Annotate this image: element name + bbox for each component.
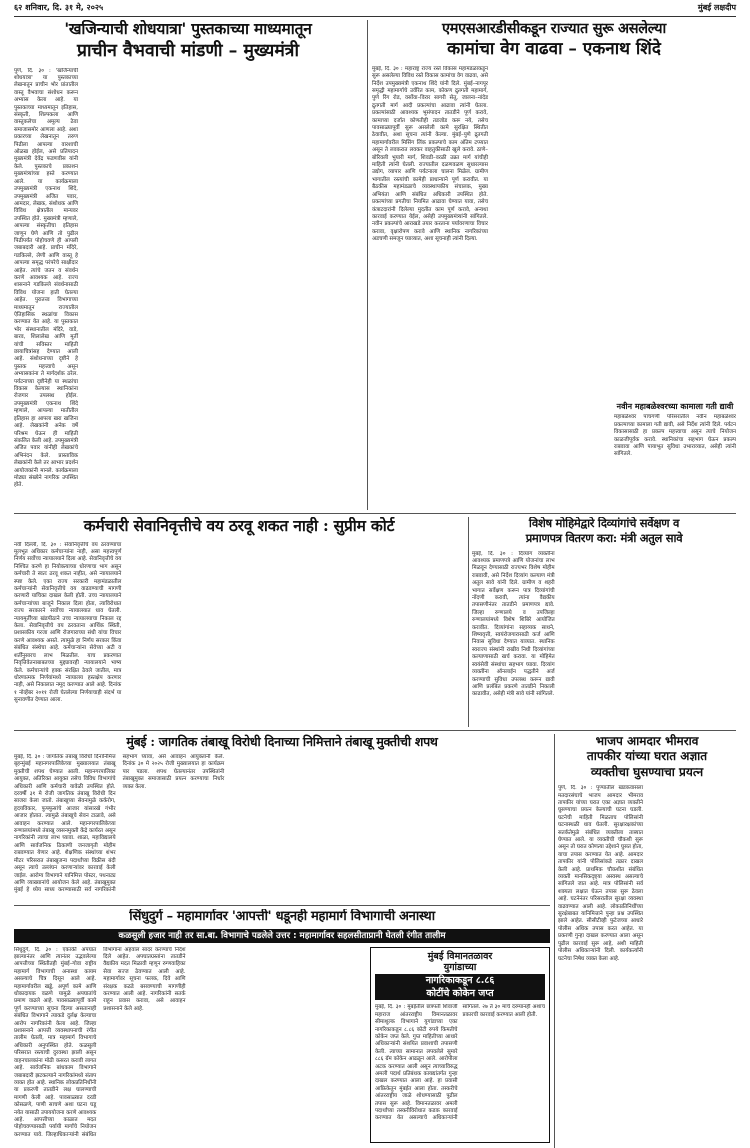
article-body: मुंबई, दि. ३० : दिव्यांग व्यक्तींना आवश्यक प्रमाणपत्रे आणि योजनांचा लाभ मिळवून देण्यासाठी राज्यभर विशेष मोहीम राबवावी, असे निर्देश दिव्यांग कल्याण मंत्री अतुल सावे यांनी दिले. ग्रामीण व शहरी भागात सर्वेक्षण करून पात्र दिव्यांगांची नोंदणी करावी, त्यांना वैद्यकीय तपासणीनंतर तातडीने प्रमाणपत्र द्यावे. जिल्हा रुग्णालये व उपजिल्हा रुग्णालयांमध्ये विशेष शिबिरे आयोजित करावीत. दिव्यांगांना सहाय्यक साधने, शिष्यवृत्ती, स्वयंरोजगारासाठी कर्ज आणि निवास सुविधा देण्यात याव्यात. स्थानिक स्वराज्य संस्थांनी राखीव निधी दिव्यांगांच्या कल्याणासाठी खर्च करावा. या मोहिमेत स्वयंसेवी संस्थांचा सहभाग घ्यावा. दिव्यांग व्यक्तींना ऑनलाईन पद्धतीने अर्ज करण्याची सुविधा उपलब्ध करून द्यावी आणि प्रलंबित प्रकरणे तातडीने निकाली काढावीत, असेही मंत्री सावे यांनी सांगितले. <box>472 550 555 698</box>
story-msrdc <box>372 20 736 510</box>
headline: कामांचा वेग वाढवा – एकनाथ शिंदे <box>447 39 661 60</box>
column-rule <box>554 734 555 1148</box>
headline: मुंबई विमानतळावर <box>427 950 493 962</box>
section-rule <box>14 513 736 514</box>
headline: भाजप आमदार भीमराव <box>595 734 699 748</box>
masthead <box>14 0 736 17</box>
section-rule <box>14 905 550 906</box>
story-tobacco <box>14 734 550 902</box>
sub-section <box>372 402 736 510</box>
sub-article-body: महाबळेश्वर पाचगणी परिसरातील नवीन महाबळेश्वर प्रकल्पाच्या कामाला गती द्यावी, असे निर्देश त्यांनी दिले. पर्यटन विकासासाठी हा प्रकल्प महत्त्वाचा असून त्याचे नियोजन काळजीपूर्वक करावे. स्थानिकांचा सहभाग घेऊन प्रकल्प राबवावा आणि पायाभूत सुविधा उभाराव्यात, असेही त्यांनी सांगितले. <box>614 414 736 458</box>
article-body: नवी दिल्ली, दि. ३० : सेवानिवृत्तीचे वय ठरवण्याचा मूलभूत अधिकार कर्मचाऱ्यांना नाही, असा महत्त्वपूर्ण निर्णय सर्वोच्च न्यायालयाने दिला आहे. सेवानिवृत्तीचे वय निश्चित करणे हा नियोक्त्याच्या धोरणाचा भाग असून कर्मचारी ते स्वतः ठरवू शकत नाहीत, असे न्यायालयाने स्पष्ट केले. एका राज्य सरकारी महामंडळातील कर्मचाऱ्यांनी सेवानिवृत्तीचे वय वाढवण्याची मागणी करणारी याचिका दाखल केली होती. उच्च न्यायालयाने कर्मचाऱ्यांच्या बाजूने निकाल दिला होता, त्याविरोधात राज्य सरकारने सर्वोच्च न्यायालयात धाव घेतली. न्यायमूर्तींच्या खंडपीठाने उच्च न्यायालयाचा निकाल रद्द केला. सेवानिवृत्तीचे वय ठरवताना आर्थिक स्थिती, प्रशासकीय गरजा आणि रोजगाराच्या संधी यांचा विचार करणे आवश्यक असते. त्यामुळे हा निर्णय सरकार किंवा संबंधित संस्थेचा आहे. कर्मचाऱ्यांना सेवेच्या अटी व शर्तींनुसारच लाभ मिळतील. याच प्रकरणात निवृत्तिवेतनाबाबतच्या मुद्द्यावरही न्यायालयाने भाष्य केले. कर्मचाऱ्यांचे हक्क संरक्षित ठेवले जातील, मात्र धोरणात्मक निर्णयांमध्ये न्यायालय हस्तक्षेप करणार नाही, असे निकालात नमूद करण्यात आले आहे. दिनांक १ नोव्हेंबर २०११ रोजी घेतलेल्या निर्णयाचाही संदर्भ या सुनावणीत देण्यात आला. <box>14 541 122 704</box>
headline: युगांडाच्या <box>443 961 477 973</box>
article-body: मुंबई, दि. ३० : महाराष्ट्र राज्य रस्ते विकास महामंडळाकडून सुरू असलेल्या विविध रस्ते विकास कामांचा वेग वाढवा, असे निर्देश उपमुख्यमंत्री एकनाथ शिंदे यांनी दिले. मुंबई–नागपूर समृद्धी महामार्गाचे उर्वरित काम, कोकण द्रुतगती महामार्ग, पुणे रिंग रोड, वर्सोवा–विरार सागरी सेतू, जालना–नांदेड द्रुतगती मार्ग आदी प्रकल्पांचा आढावा त्यांनी घेतला. प्रकल्पांसाठी आवश्यक भूसंपादन तातडीने पूर्ण करावे, कामाच्या दर्जात कोणतीही तडजोड करू नये, तसेच पावसाळ्यापूर्वी सुरू असलेली कामे सुरक्षित स्थितीत ठेवावीत, अशा सूचना त्यांनी केल्या. मुंबई–पुणे द्रुतगती महामार्गावरील मिसिंग लिंक प्रकल्पाचे काम अंतिम टप्प्यात असून ते लवकरात लवकर वाहतुकीसाठी खुले करावे. ठाणे–बोरिवली भुयारी मार्ग, शिवडी–वरळी उन्नत मार्ग यांचीही माहिती त्यांनी घेतली. राज्यातील दळणवळण सुधारल्यास उद्योग, व्यापार आणि पर्यटनाला चालना मिळेल. ग्रामीण भागातील रस्त्यांची कामेही प्राधान्याने पूर्ण करावीत. या बैठकीस महामंडळाचे व्यवस्थापकीय संचालक, मुख्य अभियंता आणि संबंधित अधिकारी उपस्थित होते. प्रकल्पांच्या प्रगतीचा नियमित आढावा घेण्यात यावा, तसेच कंत्राटदारांनी दिलेल्या मुदतीत काम पूर्ण करावे, अन्यथा कारवाई करण्यात येईल, असेही उपमुख्यमंत्र्यांनी सांगितले. नवीन प्रकल्पांचे आराखडे तयार करताना पर्यावरणाचा विचार करावा, वृक्षारोपण करावे आणि स्थानिक नागरिकांच्या अडचणी समजून घ्याव्यात, अशा सूचनाही त्यांनी दिल्या. <box>372 65 488 243</box>
section-rule <box>14 730 736 731</box>
headline: प्रमाणपत्र वितरण करा: मंत्री अतुल सावे <box>525 530 683 545</box>
story-bjp <box>558 734 736 1144</box>
story-disabled <box>472 517 736 727</box>
story-court <box>14 517 464 727</box>
story-khajina <box>14 20 362 510</box>
article-body: पुणे, दि. ३० : पुण्यातील खडकवासला मतदारसंघाचे भाजप आमदार भीमराव तापकीर यांच्या घरात एका अज्ञात व्यक्तीने घुसण्याचा प्रयत्न केल्याची घटना घडली. घटनेची माहिती मिळताच पोलिसांनी घटनास्थळी धाव घेतली. सुरक्षारक्षकांच्या सतर्कतेमुळे संबंधित व्यक्तीला ताब्यात घेण्यात आले. या व्यक्तीची चौकशी सुरू असून तो घरात कोणत्या उद्देशाने घुसत होता, याचा तपास करण्यात येत आहे. आमदार तापकीर यांनी पोलिसांकडे तक्रार दाखल केली आहे. प्राथमिक चौकशीत संबंधित व्यक्ती मानसिकदृष्ट्या अस्वस्थ असल्याचे सांगितले जात आहे. मात्र पोलिसांनी सर्व शक्यता लक्षात घेऊन तपास सुरू ठेवला आहे. घटनेनंतर परिसरातील सुरक्षा व्यवस्था वाढवण्यात आली आहे. लोकप्रतिनिधींच्या सुरक्षेबाबत यानिमित्ताने पुन्हा प्रश्न उपस्थित झाले आहेत. सीसीटीव्ही फुटेजच्या आधारे पोलीस अधिक तपास करत आहेत. या प्रकरणी गुन्हा दाखल करण्यात आला असून पुढील कारवाई सुरू आहे, अशी माहिती पोलीस अधिकाऱ्यांनी दिली. कार्यकर्त्यांनी घटनेचा निषेध व्यक्त केला आहे. <box>558 785 643 962</box>
headline: कर्मचारी सेवानिवृत्तीचे वय ठरवू शकत नाही : सुप्रीम कोर्ट <box>83 517 395 535</box>
headline: प्राचीन वैभवाची मांडणी – मुख्यमंत्री <box>77 40 299 61</box>
headline: विशेष मोहिमेद्वारे दिव्यांगांचे सर्वेक्षण व <box>528 517 680 530</box>
article-body: पुणे, दि. ३० : 'खजिन्याची शोधयात्रा' या पुस्तकाच्या लेखनातून प्राचीन भोर प्रांतातील वास्तू वैभवाचा संशोधन करून अभ्यास केला आहे. या पुस्तकाच्या माध्यमातून इतिहास, संस्कृती, शिल्पकला आणि वास्तुकलेचा अमूल्य ठेवा समाजासमोर आणला आहे. अशा प्रकारच्या लेखनातून तरुण पिढीला आपल्या वारशाची ओळख होईल, असे प्रतिपादन मुख्यमंत्री देवेंद्र फडणवीस यांनी केले. पुस्तकाचे प्रकाशन मुख्यमंत्र्यांच्या हस्ते करण्यात आले. या कार्यक्रमाला उपमुख्यमंत्री एकनाथ शिंदे, उपमुख्यमंत्री अजित पवार, आमदार, लेखक, संशोधक आणि विविध क्षेत्रातील मान्यवर उपस्थित होते. मुख्यमंत्री म्हणाले, आपल्या संस्कृतीचा इतिहास जाणून घेणे आणि तो पुढील पिढीपर्यंत पोहोचवणे ही आपली जबाबदारी आहे. प्राचीन मंदिरे, गडकिल्ले, लेणी आणि वास्तू हे आपल्या समृद्ध परंपरेचे साक्षीदार आहेत. त्यांचे जतन व संवर्धन करणे आवश्यक आहे. राज्य शासनाने गडकिल्ले संवर्धनासाठी विविध योजना हाती घेतल्या आहेत. पुरातत्त्व विभागाच्या माध्यमातून राज्यातील ऐतिहासिक स्थळांचा विकास करण्यात येत आहे. या पुस्तकात भोर संस्थानातील मंदिरे, वाडे, बारव, शिलालेख आणि मूर्ती यांची सविस्तर माहिती छायाचित्रांसह देण्यात आली आहे. संशोधनाच्या दृष्टीने हे पुस्तक महत्त्वाचे असून अभ्यासकांना ते मार्गदर्शक ठरेल. पर्यटनाच्या दृष्टीनेही या स्थळांचा विकास केल्यास स्थानिकांना रोजगार उपलब्ध होईल. उपमुख्यमंत्री एकनाथ शिंदे म्हणाले, आपल्या मातीतील इतिहास हा आपला खरा खजिना आहे. लेखकांनी अनेक वर्षे परिश्रम घेऊन ही माहिती संकलित केली आहे. उपमुख्यमंत्री अजित पवार यांनीही लेखकांचे अभिनंदन केले. प्रास्ताविक लेखकांनी केले तर आभार प्रदर्शन आयोजकांनी मानले. कार्यक्रमाला मोठ्या संख्येने नागरिक उपस्थित होते. <box>14 67 78 489</box>
article-body: मुंबई, दि. ३० : मुंबईतील छत्रपती शिवाजी महाराज आंतरराष्ट्रीय विमानतळावर सीमाशुल्क विभागाने युगांडाच्या एका नागरिकाकडून ८.८६ कोटी रुपये किमतीचे कोकेन जप्त केले. गुप्त माहितीच्या आधारे अधिकाऱ्यांनी संशयित प्रवाशाची तपासणी केली. त्याच्या सामानात लपवलेले सुमारे ८८६ ग्रॅम कोकेन आढळून आले. आरोपीला अटक करण्यात आली असून त्याच्याविरुद्ध अमली पदार्थ प्रतिबंधक कायद्यांतर्गत गुन्हा दाखल करण्यात आला आहे. हा प्रवासी आफ्रिकेतून मुंबईत आला होता. तस्करीचे आंतरराष्ट्रीय जाळे शोधण्यासाठी पुढील तपास सुरू आहे. विमानतळावर अमली पदार्थांच्या तस्करीविरोधात कडक कारवाई करण्यात येत असल्याचे अधिकाऱ्यांनी सांगितले. २७ ते ३० मार्च दरम्यानही अशाच प्रकारची कारवाई करण्यात आली होती. <box>375 1004 545 1122</box>
article-body: मुंबई, दि. ३० : जागतिक तंबाखू विरोधी दिनानिमित्त बृहन्मुंबई महानगरपालिकेच्या मुख्यालयात तंबाखू मुक्तीची शपथ घेण्यात आली. महानगरपालिका आयुक्त, अतिरिक्त आयुक्त तसेच विविध विभागांचे अधिकारी आणि कर्मचारी यावेळी उपस्थित होते. दरवर्षी ३१ मे रोजी जागतिक तंबाखू विरोधी दिन साजरा केला जातो. तंबाखूच्या सेवनामुळे कर्करोग, हृदयविकार, फुफ्फुसांचे आजार यांसारखे गंभीर आजार होतात. त्यामुळे तंबाखूचे सेवन टाळावे, असे आवाहन करण्यात आले. महानगरपालिकेच्या रुग्णालयांमध्ये तंबाखू व्यसनमुक्ती केंद्रे कार्यरत असून नागरिकांनी त्याचा लाभ घ्यावा. शाळा, महाविद्यालये आणि सार्वजनिक ठिकाणी जनजागृती मोहीम राबवण्यात येणार आहे. शैक्षणिक संस्थांच्या शंभर मीटर परिसरात तंबाखूजन्य पदार्थांच्या विक्रीस बंदी असून त्याचे उल्लंघन करणाऱ्यांवर कारवाई केली जाईल. आरोग्य विभागाने यानिमित्त पोस्टर, पथनाट्य आणि व्याख्यानांचे आयोजन केले आहे. तंबाखूमुक्त मुंबई हे ध्येय साध्य करण्यासाठी सर्व नागरिकांनी सहभाग घ्यावा, असे आवाहन आयुक्तांनी केले. दिनांक ३० मे २०२५ रोजी मुख्यालयात हा कार्यक्रम पार पडला. शपथ घेतल्यानंतर उपस्थितांनी तंबाखूमुक्त समाजासाठी प्रयत्न करण्याचा निर्धार व्यक्त केला. <box>14 754 225 894</box>
section-name: मुंबई लक्षदीप <box>697 3 736 12</box>
headline: एमएसआरडीसीकडून राज्यात सुरू असलेल्या <box>442 20 666 37</box>
sub-banner: कळसुली हजार नाही तर सा.बा. विभागाचे पडलेले उत्तर : महामार्गावर सहलसीताप्रानी घेतली रंगीत तालीम <box>14 929 550 943</box>
headline: मुंबई : जागतिक तंबाखू विरोधी दिनाच्या निमित्ताने तंबाखू मुक्तीची शपथ <box>126 734 438 749</box>
page-date-line <box>14 0 103 16</box>
column-rule <box>468 517 469 727</box>
story-sindhudurg <box>14 909 550 1147</box>
headline: 'खजिन्याची शोधयात्रा' पुस्तकाच्या माध्यमातून <box>64 20 312 38</box>
headline: सिंधुदुर्ग – महामार्गावर 'आपत्ती' धडूनही महामार्ग विभागाची अनास्था <box>129 909 435 924</box>
headline: नागरिकाकडून ८.८६ <box>375 974 545 987</box>
column-rule <box>367 20 368 510</box>
headline: व्यक्तीचा घुसण्याचा प्रयत्न <box>590 764 704 779</box>
sindhudurg-layout <box>14 947 550 1143</box>
subheadline: नवीन महाबळेश्वरच्या कामाला गती द्यावी <box>616 400 734 411</box>
headline: कोटींचे कोकेन जप्त <box>375 987 545 1000</box>
date-line: शनिवार, दि. ३१ मे, २०२५ <box>25 3 104 12</box>
story-airport <box>370 947 550 1143</box>
headline: तापकीर यांच्या घरात अज्ञात <box>586 749 708 764</box>
page-number: ६२ <box>14 3 23 12</box>
article-body: सिंधुदुर्ग, दि. ३० : एकाकी अपघात झाल्यानंतर आणि त्यानंतर उद्भवलेल्या आपत्तीच्या स्थितीतही मुंबई–गोवा राष्ट्रीय महामार्ग विभागाची अनास्था कायम असल्याचे चित्र दिसून आले आहे. महामार्गावरील खड्डे, अपूर्ण कामे आणि धोकादायक वळणे यामुळे अपघातांचे प्रमाण वाढले आहे. पावसाळ्यापूर्वी कामे पूर्ण करण्याच्या सूचना दिल्या असतानाही संबंधित विभागाने त्याकडे दुर्लक्ष केल्याचा आरोप नागरिकांनी केला आहे. जिल्हा प्रशासनाने आपत्ती व्यवस्थापनाची रंगीत तालीम घेतली, मात्र महामार्ग विभागाचे अधिकारी अनुपस्थित होते. कळसुली परिसरात रस्त्याची दुरवस्था झाली असून वाहनचालकांना मोठी कसरत करावी लागत आहे. सार्वजनिक बांधकाम विभागाने जबाबदारी झटकल्याने नागरिकांमध्ये संताप व्यक्त होत आहे. स्थानिक लोकप्रतिनिधींनी या प्रकरणी तातडीने लक्ष घालण्याची मागणी केली आहे. पावसाळ्यात दरडी कोसळणे, पाणी साचणे अशा घटना घडू नयेत यासाठी उपाययोजना करणे आवश्यक आहे. आपत्तीच्या काळात मदत पोहोचवण्यासाठी पर्यायी मार्गांचे नियोजन करण्यात यावे. जिल्हाधिकाऱ्यांनी संबंधित विभागांना अहवाल सादर करण्याचे निर्देश दिले आहेत. अपघातग्रस्तांना तातडीने वैद्यकीय मदत मिळावी म्हणून रुग्णवाहिका सेवा सज्ज ठेवण्यात आली आहे. महामार्गावर सूचना फलक, दिवे आणि संरक्षक कठडे बसवण्याची मागणीही करण्यात आली आहे. नागरिकांनी सतर्क राहून प्रवास करावा, असे आवाहन प्रशासनाने केले आहे. <box>14 946 186 1138</box>
